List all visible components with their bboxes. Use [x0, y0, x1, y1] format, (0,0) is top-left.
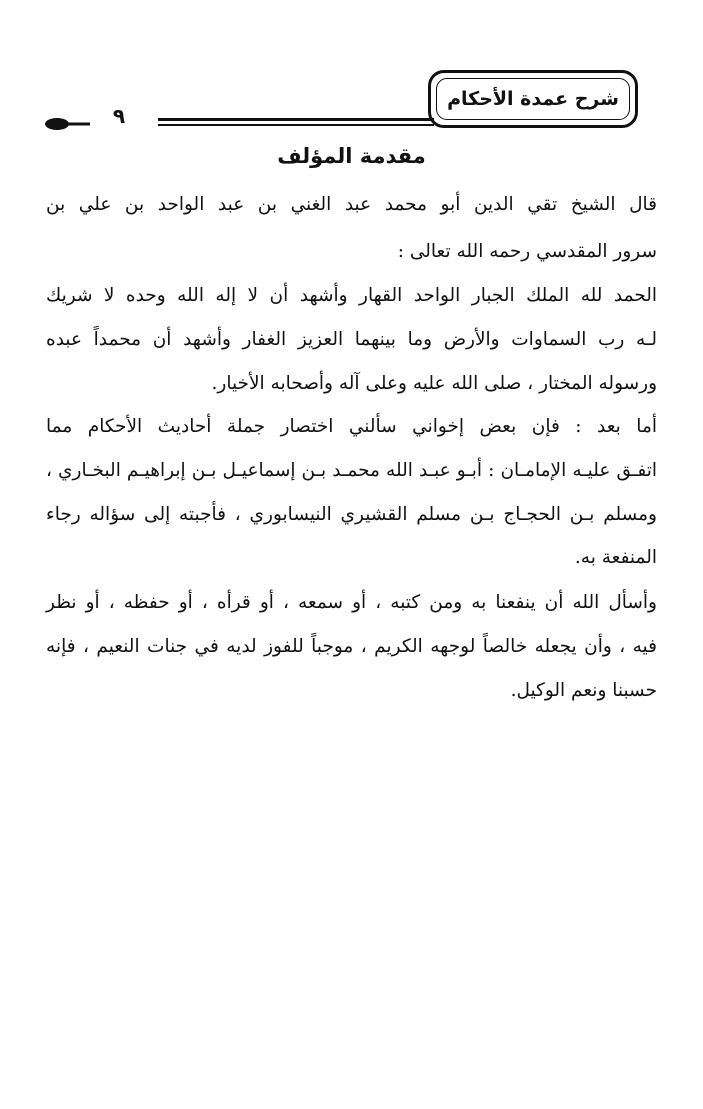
header-ornament-icon	[42, 116, 90, 132]
text-line: فيه ، وأن يجعله خالصاً لوجهه الكريم ، موجباً للفوز لديه في جنات النعيم ، فإنه	[46, 636, 657, 657]
text-line: المنفعة به.	[574, 547, 657, 568]
text-line: ورسوله المختار ، صلى الله عليه وعلى آله وأصحابه الأخيار.	[211, 373, 657, 394]
text-line: الحمد لله الملك الجبار الواحد القهار وأشهد أن لا إله الله وحده لا شريك	[46, 285, 657, 306]
header-rule-thin	[158, 124, 434, 126]
text-line: ومسلم بـن الحجـاج بـن مسلم القشيري النيسابوري ، فأجبته إلى سؤاله رجاء	[46, 504, 657, 525]
text-line: اتفـق عليـه الإمامـان : أبـو عبـد الله محمـد بـن إسماعيـل بـن إبراهيـم البخـاري ،	[46, 460, 657, 481]
section-title: مقدمة المؤلف	[277, 144, 426, 168]
header-rule-thick	[158, 118, 434, 121]
running-title-inner-frame	[436, 78, 630, 120]
text-line: قال الشيخ تقي الدين أبو محمد عبد الغني بن عبد الواحد بن علي بن	[46, 194, 657, 215]
running-title: شرح عمدة الأحكام	[447, 88, 619, 110]
text-line: وأسأل الله أن ينفعنا به ومن كتبه ، أو سمعه ، أو قرأه ، أو حفظه ، أو نظر	[46, 592, 657, 613]
text-line: سرور المقدسي رحمه الله تعالى :	[397, 241, 657, 262]
page-number: ٩	[112, 104, 126, 128]
text-line: لـه رب السماوات والأرض وما بينهما العزيز الغفار وأشهد أن محمداً عبده	[46, 329, 657, 350]
text-line: حسبنا ونعم الوكيل.	[510, 680, 657, 701]
text-line: أما بعد : فإن بعض إخواني سألني اختصار جملة أحاديث الأحكام مما	[46, 416, 657, 437]
running-title-frame	[428, 70, 638, 128]
